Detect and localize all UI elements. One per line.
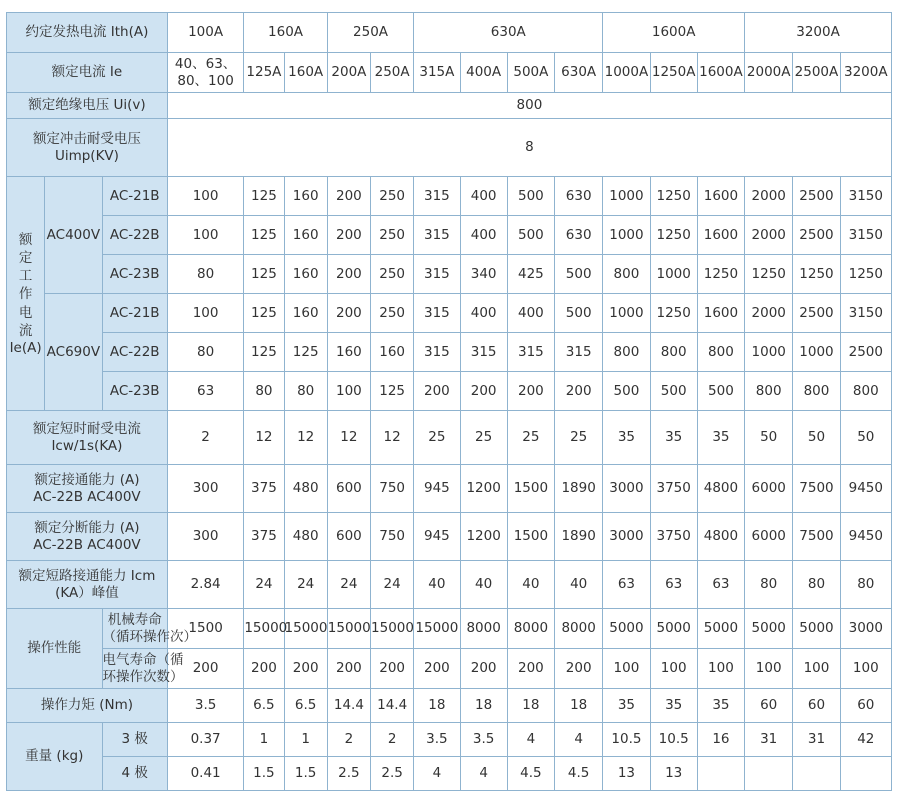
value-cell: 2.84: [167, 561, 243, 609]
value-cell: 315: [460, 333, 507, 372]
value-cell: 1: [284, 723, 327, 757]
value-cell: 1250: [650, 177, 697, 216]
electrical-life-label: 电气寿命（循 环操作次数）: [102, 649, 167, 689]
value-cell: 15000: [284, 609, 327, 649]
value-cell: 340: [460, 255, 507, 294]
value-cell: 100: [650, 649, 697, 689]
making-label: 额定接通能力 (A) AC-22B AC400V: [7, 465, 168, 513]
value-cell: 375: [244, 465, 284, 513]
value-cell: 60: [745, 689, 793, 723]
rated-current-value: 160A: [284, 53, 327, 93]
value-cell: 3750: [650, 465, 697, 513]
value-cell: 630: [555, 177, 603, 216]
rated-current-value: 2500A: [793, 53, 840, 93]
value-cell: 14.4: [327, 689, 370, 723]
value-cell: 200: [507, 649, 554, 689]
value-cell: 31: [745, 723, 793, 757]
value-cell: 1890: [555, 465, 603, 513]
value-cell: 12: [284, 411, 327, 465]
value-cell: 200: [414, 372, 460, 411]
value-cell: 250: [371, 294, 414, 333]
rated-current-value: 315A: [414, 53, 460, 93]
value-cell: 125: [244, 294, 284, 333]
value-cell: 80: [167, 255, 243, 294]
value-cell: 945: [414, 465, 460, 513]
value-cell: 500: [555, 255, 603, 294]
value-cell: 9450: [840, 465, 891, 513]
value-cell: 10.5: [603, 723, 650, 757]
value-cell: 80: [840, 561, 891, 609]
value-cell: 6000: [745, 465, 793, 513]
value-cell: 9450: [840, 513, 891, 561]
value-cell: 1250: [745, 255, 793, 294]
value-cell: 13: [603, 757, 650, 791]
value-cell: 63: [697, 561, 744, 609]
value-cell: 425: [507, 255, 554, 294]
value-cell: 35: [650, 411, 697, 465]
value-cell: 8000: [507, 609, 554, 649]
value-cell: 1250: [793, 255, 840, 294]
value-cell: 3.5: [167, 689, 243, 723]
value-cell: 800: [603, 255, 650, 294]
ac690-row: [7, 294, 892, 333]
value-cell: 1500: [507, 465, 554, 513]
value-cell: 0.37: [167, 723, 243, 757]
utilization-category: AC-22B: [102, 216, 167, 255]
short-making-label: 额定短路接通能力 Icm (KA）峰值: [7, 561, 168, 609]
value-cell: 13: [650, 757, 697, 791]
value-cell: 1200: [460, 513, 507, 561]
value-cell: 1600: [697, 294, 744, 333]
value-cell: 2500: [793, 177, 840, 216]
value-cell: 4800: [697, 465, 744, 513]
mechanical-life-label: 机械寿命 （循环操作次）: [102, 609, 167, 649]
frame-group-header: 250A: [327, 13, 413, 53]
value-cell: 1250: [650, 294, 697, 333]
rated-current-value: 40、63、80、100: [167, 53, 243, 93]
value-cell: 63: [167, 372, 243, 411]
value-cell: 6.5: [284, 689, 327, 723]
voltage-label-ac690: AC690V: [45, 294, 102, 411]
value-cell: 200: [244, 649, 284, 689]
value-cell: 315: [414, 177, 460, 216]
value-cell: 200: [327, 177, 370, 216]
value-cell: 6.5: [244, 689, 284, 723]
utilization-category: AC-21B: [102, 294, 167, 333]
value-cell: 125: [244, 177, 284, 216]
value-cell: 15000: [414, 609, 460, 649]
value-cell: 1600: [697, 177, 744, 216]
value-cell: 1890: [555, 513, 603, 561]
value-cell: 3000: [603, 513, 650, 561]
value-cell: 100: [793, 649, 840, 689]
value-cell: 1600: [697, 216, 744, 255]
value-cell: 200: [555, 372, 603, 411]
value-cell: 12: [244, 411, 284, 465]
value-cell: 160: [284, 255, 327, 294]
value-cell: 0.41: [167, 757, 243, 791]
impulse-row: [7, 119, 892, 177]
value-cell: 100: [167, 177, 243, 216]
frame-group-header: 630A: [414, 13, 603, 53]
rated-current-value: 250A: [371, 53, 414, 93]
value-cell: 2500: [793, 216, 840, 255]
value-cell: 25: [555, 411, 603, 465]
value-cell: 80: [244, 372, 284, 411]
value-cell: 4: [460, 757, 507, 791]
value-cell: 600: [327, 513, 370, 561]
value-cell: 200: [327, 255, 370, 294]
value-cell: [745, 757, 793, 791]
short-time-row: [7, 411, 892, 465]
value-cell: 400: [507, 294, 554, 333]
value-cell: 8000: [460, 609, 507, 649]
value-cell: 40: [414, 561, 460, 609]
value-cell: 375: [244, 513, 284, 561]
value-cell: 3000: [840, 609, 891, 649]
mechanical-life-row: [7, 609, 892, 649]
ac400-row: [7, 177, 892, 216]
value-cell: 125: [244, 333, 284, 372]
value-cell: 35: [603, 411, 650, 465]
value-cell: 315: [414, 294, 460, 333]
value-cell: 35: [697, 411, 744, 465]
value-cell: 2500: [793, 294, 840, 333]
value-cell: 4: [555, 723, 603, 757]
value-cell: 25: [414, 411, 460, 465]
value-cell: 5000: [697, 609, 744, 649]
value-cell: 31: [793, 723, 840, 757]
value-cell: 40: [507, 561, 554, 609]
value-cell: 4800: [697, 513, 744, 561]
value-cell: 800: [603, 333, 650, 372]
value-cell: 24: [244, 561, 284, 609]
value-cell: 3.5: [414, 723, 460, 757]
value-cell: 750: [371, 513, 414, 561]
value-cell: 1000: [650, 255, 697, 294]
value-cell: 10.5: [650, 723, 697, 757]
value-cell: 160: [284, 294, 327, 333]
value-cell: 315: [414, 216, 460, 255]
value-cell: 300: [167, 465, 243, 513]
value-cell: 63: [650, 561, 697, 609]
value-cell: 40: [460, 561, 507, 609]
value-cell: 160: [284, 216, 327, 255]
value-cell: 750: [371, 465, 414, 513]
value-cell: 1250: [697, 255, 744, 294]
value-cell: 100: [840, 649, 891, 689]
rated-current-value: 630A: [555, 53, 603, 93]
value-cell: 2000: [745, 216, 793, 255]
rated-current-value: 125A: [244, 53, 284, 93]
value-cell: 1000: [603, 177, 650, 216]
value-cell: 2.5: [371, 757, 414, 791]
value-cell: 35: [697, 689, 744, 723]
value-cell: 50: [793, 411, 840, 465]
value-cell: 100: [603, 649, 650, 689]
pole-4-label: 4 极: [102, 757, 167, 791]
value-cell: 1.5: [284, 757, 327, 791]
value-cell: 3150: [840, 294, 891, 333]
ac690-row: [7, 372, 892, 411]
utilization-category: AC-22B: [102, 333, 167, 372]
insulation-row: [7, 93, 892, 119]
weight-label: 重量 (kg): [7, 723, 103, 791]
value-cell: 5000: [650, 609, 697, 649]
value-cell: 125: [244, 216, 284, 255]
operation-label: 操作性能: [7, 609, 103, 689]
short-making-row: [7, 561, 892, 609]
utilization-category: AC-23B: [102, 255, 167, 294]
value-cell: 125: [244, 255, 284, 294]
value-cell: 800: [697, 333, 744, 372]
thermal-current-label: 约定发热电流 Ith(A): [7, 13, 168, 53]
insulation-value: 800: [167, 93, 891, 119]
value-cell: 800: [793, 372, 840, 411]
value-cell: 3750: [650, 513, 697, 561]
value-cell: 800: [650, 333, 697, 372]
work-current-label: 额定工作电流 Ie(A): [7, 177, 45, 411]
value-cell: 1000: [603, 294, 650, 333]
electrical-life-row: [7, 649, 892, 689]
value-cell: 250: [371, 177, 414, 216]
value-cell: 200: [555, 649, 603, 689]
rated-current-value: 3200A: [840, 53, 891, 93]
weight-4p-row: [7, 757, 892, 791]
value-cell: 1250: [650, 216, 697, 255]
value-cell: 80: [745, 561, 793, 609]
ac690-row: [7, 333, 892, 372]
value-cell: 160: [327, 333, 370, 372]
value-cell: [840, 757, 891, 791]
frame-group-header: 100A: [167, 13, 243, 53]
value-cell: 35: [650, 689, 697, 723]
value-cell: 1250: [840, 255, 891, 294]
value-cell: 400: [460, 294, 507, 333]
impulse-value: 8: [167, 119, 891, 177]
value-cell: 400: [460, 177, 507, 216]
header-row-currents: [7, 53, 892, 93]
value-cell: 2: [371, 723, 414, 757]
breaking-label: 额定分断能力 (A) AC-22B AC400V: [7, 513, 168, 561]
value-cell: 125: [371, 372, 414, 411]
value-cell: 80: [793, 561, 840, 609]
value-cell: 15000: [327, 609, 370, 649]
value-cell: 18: [555, 689, 603, 723]
value-cell: 5000: [603, 609, 650, 649]
value-cell: 200: [284, 649, 327, 689]
value-cell: 4: [414, 757, 460, 791]
value-cell: 1.5: [244, 757, 284, 791]
value-cell: 800: [745, 372, 793, 411]
value-cell: 3150: [840, 216, 891, 255]
value-cell: 2.5: [327, 757, 370, 791]
value-cell: 2500: [840, 333, 891, 372]
value-cell: 200: [371, 649, 414, 689]
rated-current-value: 1250A: [650, 53, 697, 93]
value-cell: 500: [507, 216, 554, 255]
value-cell: 4: [507, 723, 554, 757]
value-cell: 12: [327, 411, 370, 465]
weight-3p-row: [7, 723, 892, 757]
value-cell: 500: [555, 294, 603, 333]
value-cell: 3000: [603, 465, 650, 513]
rated-current-value: 400A: [460, 53, 507, 93]
value-cell: 200: [327, 649, 370, 689]
pole-3-label: 3 极: [102, 723, 167, 757]
value-cell: 125: [284, 333, 327, 372]
value-cell: 24: [371, 561, 414, 609]
torque-label: 操作力矩 (Nm): [7, 689, 168, 723]
header-row-groups: [7, 13, 892, 53]
value-cell: 18: [507, 689, 554, 723]
value-cell: 15000: [244, 609, 284, 649]
value-cell: 500: [697, 372, 744, 411]
value-cell: 6000: [745, 513, 793, 561]
value-cell: 1000: [745, 333, 793, 372]
value-cell: 50: [840, 411, 891, 465]
value-cell: 480: [284, 465, 327, 513]
value-cell: 600: [327, 465, 370, 513]
value-cell: 800: [840, 372, 891, 411]
value-cell: 15000: [371, 609, 414, 649]
rated-current-value: 1600A: [697, 53, 744, 93]
value-cell: 1200: [460, 465, 507, 513]
value-cell: 18: [460, 689, 507, 723]
value-cell: 100: [745, 649, 793, 689]
value-cell: 5000: [745, 609, 793, 649]
making-row: [7, 465, 892, 513]
value-cell: 250: [371, 255, 414, 294]
value-cell: 500: [507, 177, 554, 216]
value-cell: 500: [603, 372, 650, 411]
rated-current-value: 500A: [507, 53, 554, 93]
value-cell: 315: [414, 255, 460, 294]
utilization-category: AC-21B: [102, 177, 167, 216]
value-cell: 200: [327, 216, 370, 255]
frame-group-header: 160A: [244, 13, 327, 53]
voltage-label-ac400: AC400V: [45, 177, 102, 294]
value-cell: 500: [650, 372, 697, 411]
value-cell: 100: [697, 649, 744, 689]
value-cell: 16: [697, 723, 744, 757]
impulse-label: 额定冲击耐受电压 Uimp(KV): [7, 119, 168, 177]
value-cell: 200: [460, 372, 507, 411]
value-cell: 160: [371, 333, 414, 372]
value-cell: 250: [371, 216, 414, 255]
value-cell: 60: [793, 689, 840, 723]
value-cell: 2000: [745, 177, 793, 216]
utilization-category: AC-23B: [102, 372, 167, 411]
value-cell: 1000: [603, 216, 650, 255]
value-cell: 1500: [167, 609, 243, 649]
value-cell: 480: [284, 513, 327, 561]
value-cell: 18: [414, 689, 460, 723]
rated-current-value: 1000A: [603, 53, 650, 93]
value-cell: 945: [414, 513, 460, 561]
value-cell: 2000: [745, 294, 793, 333]
value-cell: 100: [327, 372, 370, 411]
value-cell: [697, 757, 744, 791]
rated-current-value: 2000A: [745, 53, 793, 93]
torque-row: [7, 689, 892, 723]
value-cell: 8000: [555, 609, 603, 649]
spec-table: [6, 12, 892, 791]
value-cell: 160: [284, 177, 327, 216]
frame-group-header: 1600A: [603, 13, 745, 53]
value-cell: 200: [460, 649, 507, 689]
value-cell: 60: [840, 689, 891, 723]
value-cell: 200: [167, 649, 243, 689]
value-cell: 25: [507, 411, 554, 465]
short-time-label: 额定短时耐受电流 Icw/1s(KA): [7, 411, 168, 465]
value-cell: 1000: [793, 333, 840, 372]
value-cell: 12: [371, 411, 414, 465]
value-cell: 7500: [793, 465, 840, 513]
value-cell: [793, 757, 840, 791]
value-cell: 100: [167, 294, 243, 333]
value-cell: 300: [167, 513, 243, 561]
rated-current-value: 200A: [327, 53, 370, 93]
value-cell: 200: [507, 372, 554, 411]
value-cell: 35: [603, 689, 650, 723]
insulation-label: 额定绝缘电压 Ui(v): [7, 93, 168, 119]
value-cell: 3.5: [460, 723, 507, 757]
breaking-row: [7, 513, 892, 561]
value-cell: 200: [414, 649, 460, 689]
value-cell: 5000: [793, 609, 840, 649]
value-cell: 7500: [793, 513, 840, 561]
value-cell: 25: [460, 411, 507, 465]
value-cell: 80: [284, 372, 327, 411]
value-cell: 1500: [507, 513, 554, 561]
value-cell: 80: [167, 333, 243, 372]
rated-current-label: 额定电流 Ie: [7, 53, 168, 93]
value-cell: 315: [507, 333, 554, 372]
value-cell: 3150: [840, 177, 891, 216]
value-cell: 40: [555, 561, 603, 609]
value-cell: 50: [745, 411, 793, 465]
value-cell: 100: [167, 216, 243, 255]
ac400-row: [7, 216, 892, 255]
value-cell: 200: [327, 294, 370, 333]
value-cell: 2: [327, 723, 370, 757]
frame-group-header: 3200A: [745, 13, 892, 53]
value-cell: 42: [840, 723, 891, 757]
value-cell: 63: [603, 561, 650, 609]
value-cell: 4.5: [555, 757, 603, 791]
value-cell: 14.4: [371, 689, 414, 723]
value-cell: 4.5: [507, 757, 554, 791]
value-cell: 2: [167, 411, 243, 465]
value-cell: 1: [244, 723, 284, 757]
value-cell: 315: [555, 333, 603, 372]
value-cell: 315: [414, 333, 460, 372]
value-cell: 630: [555, 216, 603, 255]
value-cell: 24: [327, 561, 370, 609]
ac400-row: [7, 255, 892, 294]
value-cell: 400: [460, 216, 507, 255]
value-cell: 24: [284, 561, 327, 609]
